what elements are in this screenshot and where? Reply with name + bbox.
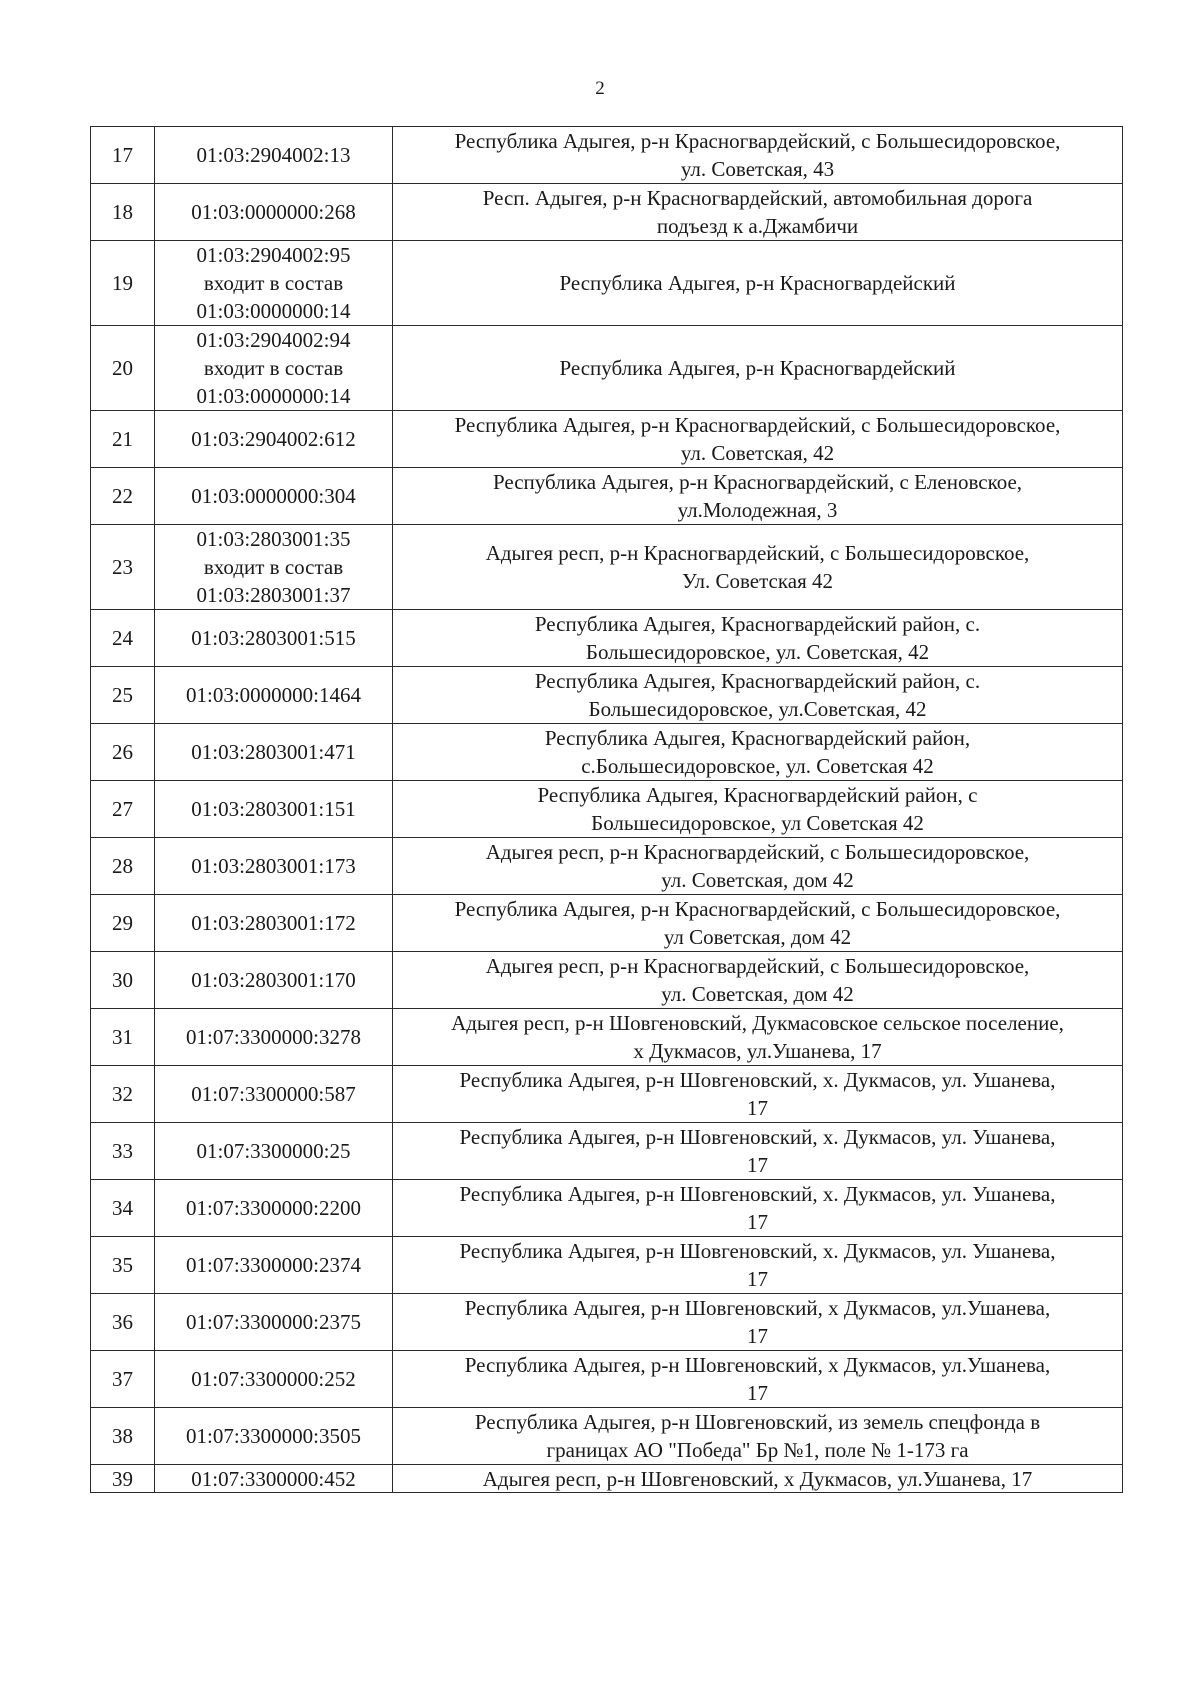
row-number: 32 <box>91 1066 155 1123</box>
address: Адыгея респ, р-н Красногвардейский, с Большесидоровское, ул. Советская, дом 42 <box>393 838 1123 895</box>
row-number: 29 <box>91 895 155 952</box>
table-row <box>91 667 1123 724</box>
address: Республика Адыгея, р-н Красногвардейский, с Еленовское, ул.Молодежная, 3 <box>393 468 1123 525</box>
table-row <box>91 184 1123 241</box>
table-row <box>91 1066 1123 1123</box>
table-row <box>91 1009 1123 1066</box>
address: Республика Адыгея, р-н Красногвардейский <box>393 326 1123 411</box>
address: Республика Адыгея, р-н Красногвардейский, с Большесидоровское, ул. Советская, 42 <box>393 411 1123 468</box>
row-number: 17 <box>91 127 155 184</box>
cadastral-number: 01:07:3300000:452 <box>155 1465 393 1493</box>
address: Республика Адыгея, р-н Шовгеновский, х Дукмасов, ул.Ушанева, 17 <box>393 1351 1123 1408</box>
cadastral-number: 01:03:2803001:471 <box>155 724 393 781</box>
address: Республика Адыгея, Красногвардейский район, с. Большесидоровское, ул.Советская, 42 <box>393 667 1123 724</box>
cadastral-number: 01:07:3300000:252 <box>155 1351 393 1408</box>
row-number: 20 <box>91 326 155 411</box>
table-row <box>91 1351 1123 1408</box>
row-number: 27 <box>91 781 155 838</box>
address: Адыгея респ, р-н Красногвардейский, с Большесидоровское, Ул. Советская 42 <box>393 525 1123 610</box>
address: Респ. Адыгея, р-н Красногвардейский, автомобильная дорога подъезд к а.Джамбичи <box>393 184 1123 241</box>
address: Республика Адыгея, Красногвардейский район, с.Большесидоровское, ул. Советская 42 <box>393 724 1123 781</box>
row-number: 26 <box>91 724 155 781</box>
cadastral-number: 01:07:3300000:2375 <box>155 1294 393 1351</box>
table-row <box>91 610 1123 667</box>
table-row <box>91 724 1123 781</box>
table-row <box>91 326 1123 411</box>
row-number: 21 <box>91 411 155 468</box>
address: Республика Адыгея, Красногвардейский район, с Большесидоровское, ул Советская 42 <box>393 781 1123 838</box>
table-row <box>91 952 1123 1009</box>
address: Республика Адыгея, р-н Шовгеновский, х Дукмасов, ул.Ушанева, 17 <box>393 1294 1123 1351</box>
table-row <box>91 1180 1123 1237</box>
table-row <box>91 1294 1123 1351</box>
table-row <box>91 468 1123 525</box>
row-number: 18 <box>91 184 155 241</box>
table-row <box>91 1237 1123 1294</box>
address: Республика Адыгея, р-н Шовгеновский, х. Дукмасов, ул. Ушанева, 17 <box>393 1066 1123 1123</box>
table-row <box>91 781 1123 838</box>
row-number: 24 <box>91 610 155 667</box>
row-number: 23 <box>91 525 155 610</box>
row-number: 28 <box>91 838 155 895</box>
table-row <box>91 525 1123 610</box>
row-number: 36 <box>91 1294 155 1351</box>
cadastral-number: 01:03:2904002:94 входит в состав 01:03:0000000:14 <box>155 326 393 411</box>
address: Республика Адыгея, р-н Красногвардейский, с Большесидоровское, ул. Советская, 43 <box>393 127 1123 184</box>
row-number: 22 <box>91 468 155 525</box>
address: Республика Адыгея, р-н Шовгеновский, х. Дукмасов, ул. Ушанева, 17 <box>393 1180 1123 1237</box>
table-body <box>91 127 1123 1493</box>
cadastral-number: 01:03:0000000:268 <box>155 184 393 241</box>
address: Адыгея респ, р-н Шовгеновский, Дукмасовское сельское поселение, х Дукмасов, ул.Ушанева, 17 <box>393 1009 1123 1066</box>
table-row <box>91 127 1123 184</box>
cadastral-number: 01:07:3300000:3278 <box>155 1009 393 1066</box>
address: Республика Адыгея, р-н Шовгеновский, х. Дукмасов, ул. Ушанева, 17 <box>393 1123 1123 1180</box>
row-number: 30 <box>91 952 155 1009</box>
row-number: 25 <box>91 667 155 724</box>
table-row <box>91 838 1123 895</box>
address: Республика Адыгея, р-н Красногвардейский, с Большесидоровское, ул Советская, дом 42 <box>393 895 1123 952</box>
cadastral-number: 01:03:2803001:172 <box>155 895 393 952</box>
page-number: 2 <box>595 78 605 99</box>
address: Республика Адыгея, Красногвардейский район, с. Большесидоровское, ул. Советская, 42 <box>393 610 1123 667</box>
table-row <box>91 895 1123 952</box>
address: Республика Адыгея, р-н Шовгеновский, х. Дукмасов, ул. Ушанева, 17 <box>393 1237 1123 1294</box>
table-row <box>91 1465 1123 1493</box>
cadastral-number: 01:07:3300000:2200 <box>155 1180 393 1237</box>
address: Республика Адыгея, р-н Красногвардейский <box>393 241 1123 326</box>
address: Республика Адыгея, р-н Шовгеновский, из земель спецфонда в границах АО "Победа" Бр №1, поле № 1-173 га <box>393 1408 1123 1465</box>
cadastral-number: 01:03:2904002:612 <box>155 411 393 468</box>
row-number: 31 <box>91 1009 155 1066</box>
cadastral-number: 01:03:0000000:304 <box>155 468 393 525</box>
row-number: 37 <box>91 1351 155 1408</box>
row-number: 35 <box>91 1237 155 1294</box>
cadastral-number: 01:07:3300000:587 <box>155 1066 393 1123</box>
row-number: 34 <box>91 1180 155 1237</box>
table-row <box>91 1408 1123 1465</box>
cadastral-number: 01:07:3300000:25 <box>155 1123 393 1180</box>
cadastral-number: 01:03:2803001:170 <box>155 952 393 1009</box>
cadastral-number: 01:07:3300000:3505 <box>155 1408 393 1465</box>
row-number: 39 <box>91 1465 155 1493</box>
cadastral-number: 01:07:3300000:2374 <box>155 1237 393 1294</box>
cadastral-number: 01:03:2904002:95 входит в состав 01:03:0000000:14 <box>155 241 393 326</box>
cadastral-number: 01:03:2803001:35 входит в состав 01:03:2803001:37 <box>155 525 393 610</box>
cadastral-number: 01:03:2904002:13 <box>155 127 393 184</box>
cadastral-number: 01:03:2803001:151 <box>155 781 393 838</box>
cadastral-number: 01:03:2803001:173 <box>155 838 393 895</box>
table-row <box>91 241 1123 326</box>
address: Адыгея респ, р-н Красногвардейский, с Большесидоровское, ул. Советская, дом 42 <box>393 952 1123 1009</box>
row-number: 38 <box>91 1408 155 1465</box>
row-number: 19 <box>91 241 155 326</box>
table-row <box>91 1123 1123 1180</box>
table-row <box>91 411 1123 468</box>
row-number: 33 <box>91 1123 155 1180</box>
address: Адыгея респ, р-н Шовгеновский, х Дукмасов, ул.Ушанева, 17 <box>393 1465 1123 1493</box>
cadastral-number: 01:03:0000000:1464 <box>155 667 393 724</box>
cadastral-number: 01:03:2803001:515 <box>155 610 393 667</box>
cadastral-registry-table <box>90 126 1123 1493</box>
